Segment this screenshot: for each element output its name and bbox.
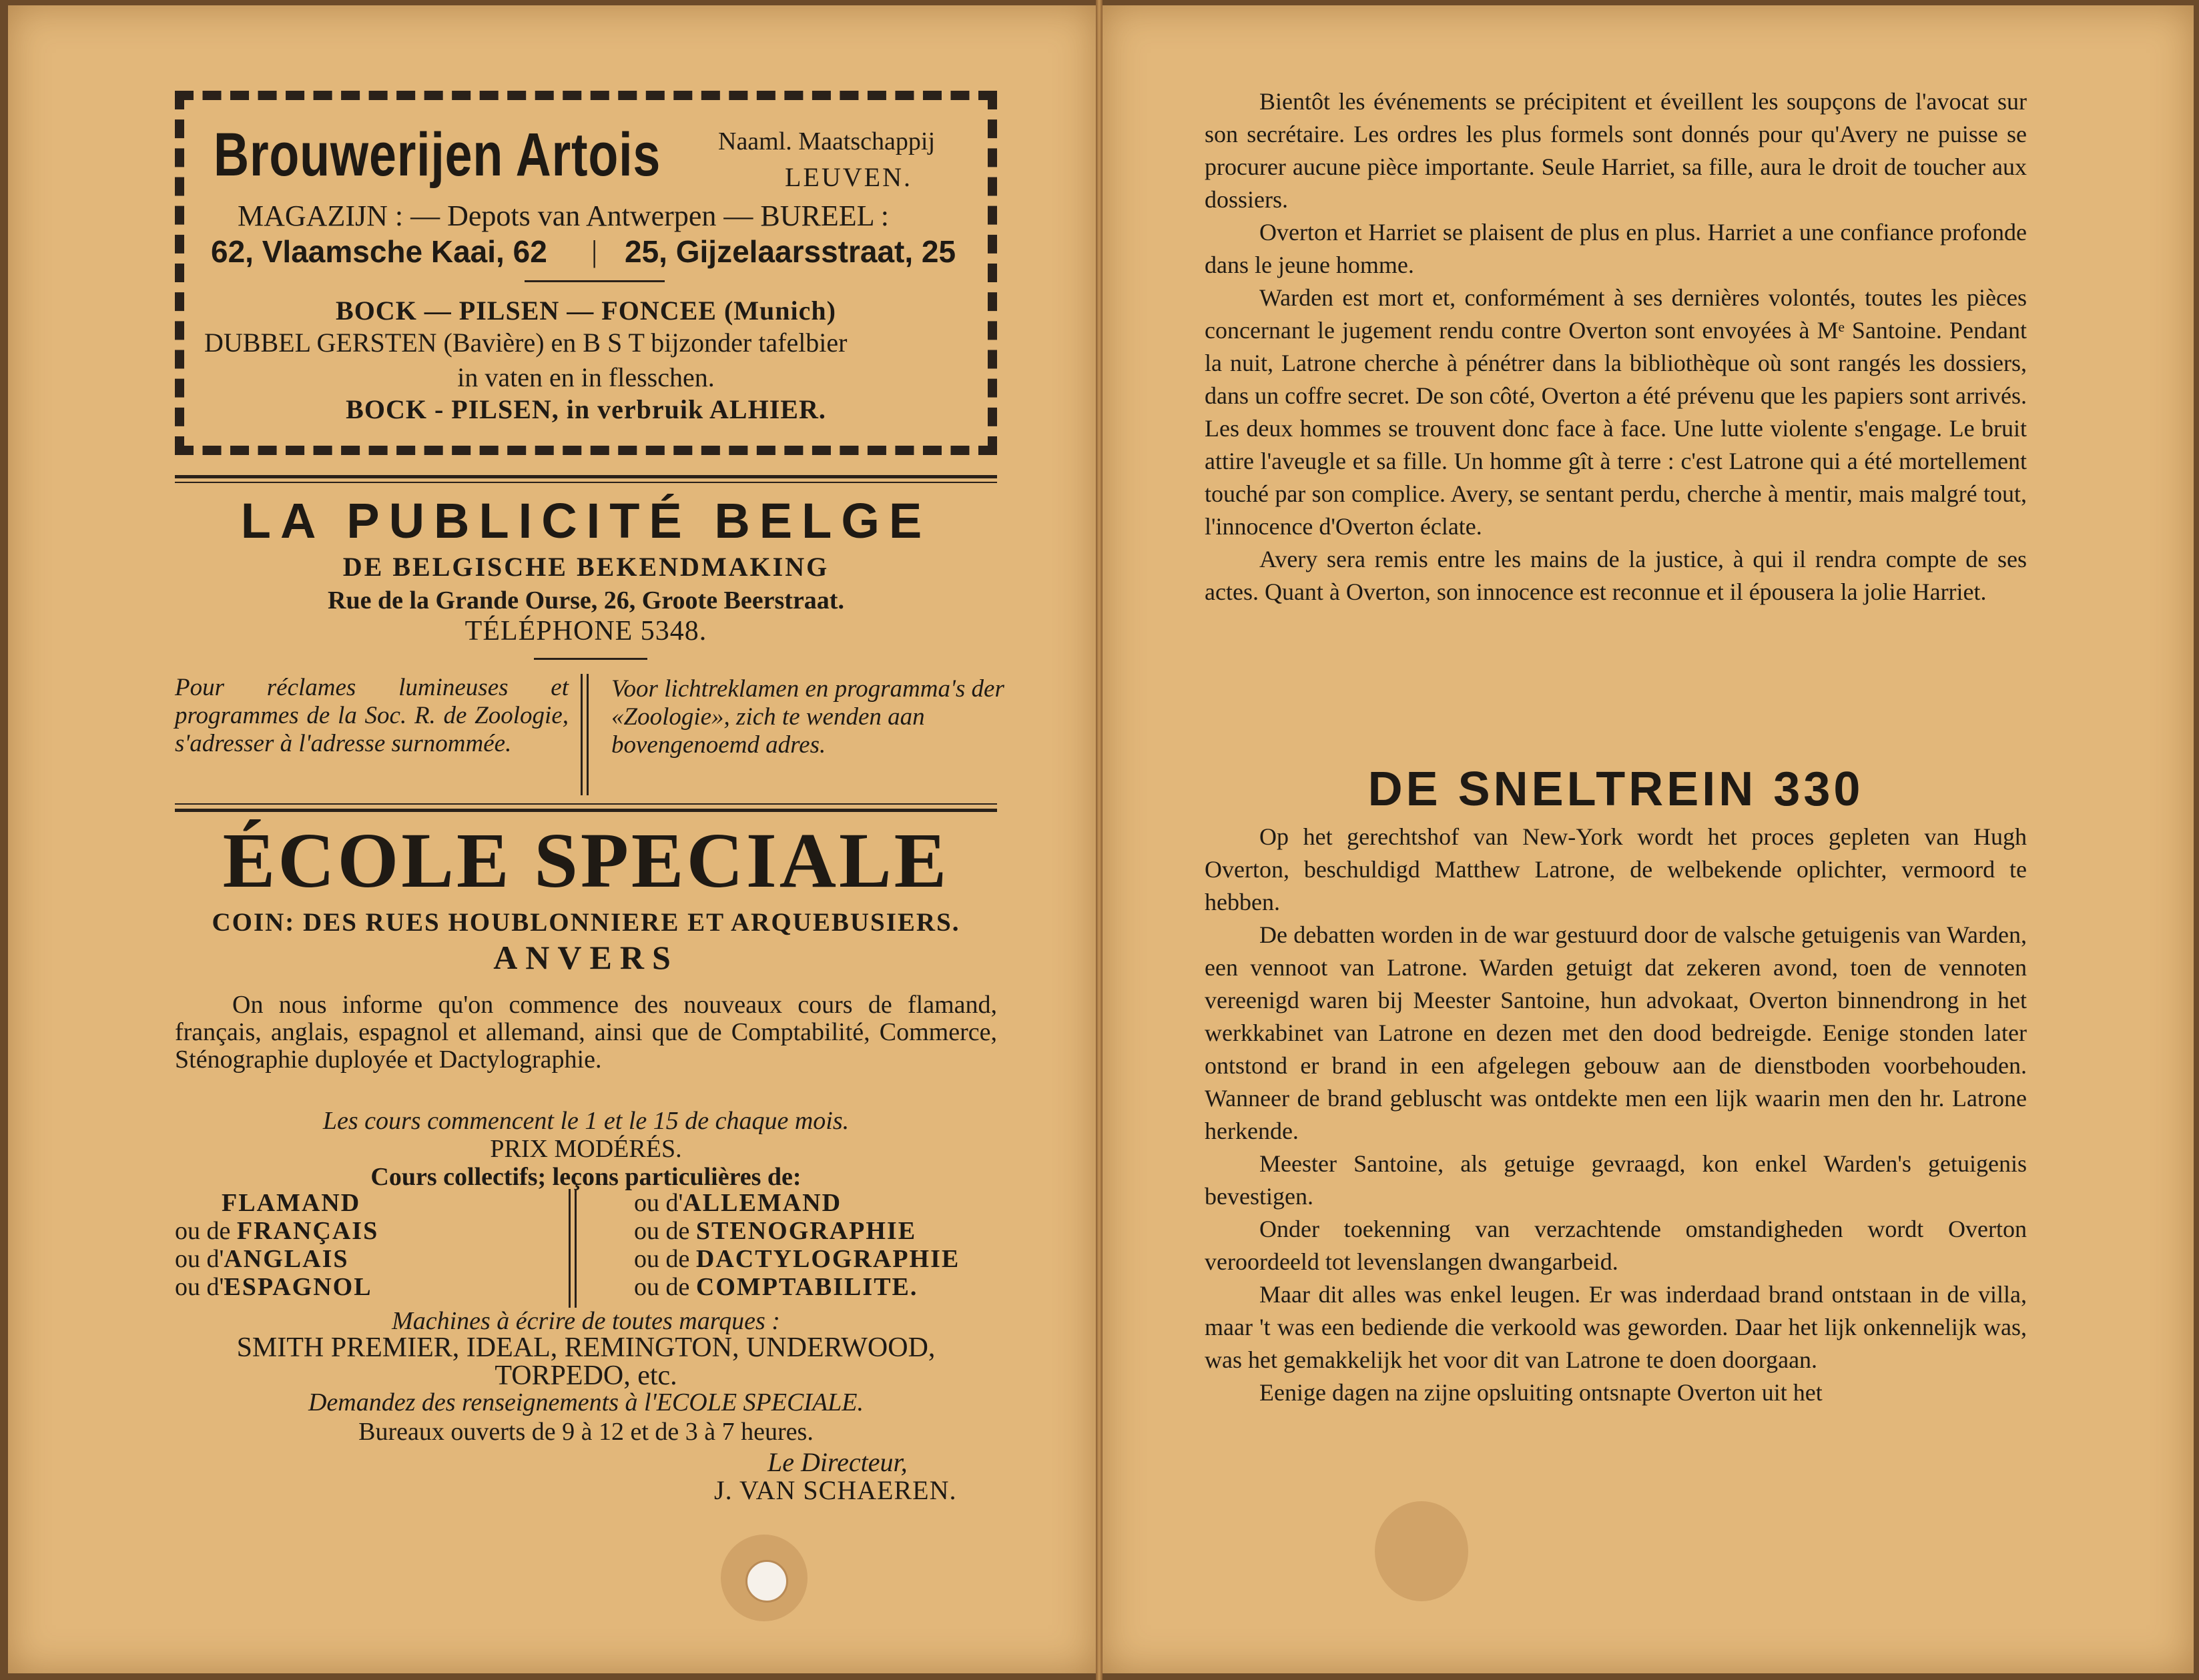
ecole-location: COIN: DES RUES HOUBLONNIERE ET ARQUEBUSIERS. — [212, 908, 960, 937]
ecole-title: ÉCOLE SPECIALE — [222, 817, 950, 904]
paragraph: De debatten worden in de war gestuurd door de valsche getuigenis van Warden, een vennoot van Latrone. Warden getuigt dat zekeren avond, toen de vennoten vereenigd waren bij Meester Santoine, hun advokaat, Overton binnendrong in het werkkabinet van Latrone en dezen met den dood bedreigde. Eenige stonden later ontstond er brand in een afgelegen gebouw aan de dienstboden voorbehouden. Wanneer de brand gebluscht was ontdekte men een lijk waarin men den hr. Latrone herkende. — [1205, 921, 2027, 1144]
artois-beers: BOCK — PILSEN — FONCEE (Munich) — [336, 296, 836, 326]
paragraph: Overton et Harriet se plaisent de plus en plus. Harriet a une confiance profonde dans le jeune homme. — [1205, 219, 2027, 278]
ecole-city: ANVERS — [493, 939, 679, 976]
ecole-brands: SMITH PREMIER, IDEAL, REMINGTON, UNDERWOOD, — [236, 1332, 936, 1363]
paragraph: Warden est mort et, conformément à ses dernières volontés, toutes les pièces concernant le jugement rendu contre Overton sont envoyées à Mᵉ Santoine. Pendant la nuit, Latrone cherche à pénétrer dans la bibliothèque où sont rangés les dossiers, dans un coffre secret. De son côté, Overton a été prévenu que les papiers sont arrivés. Les deux hommes se trouvent donc face à face. Une lutte violente s'engage. Le bruit attire l'aveugle et sa fille. Un homme gît à terre : c'est Latrone qui a été mortellement touché par son complice. Avery, se sentant perdu, cherche à mentir, mais malgré tout, l'innocence d'Overton éclate. — [1205, 284, 2027, 540]
ecole-machines: Machines à écrire de toutes marques : — [392, 1307, 780, 1335]
story-french — [1205, 85, 2027, 608]
ecole-cours: Les cours commencent le 1 et le 15 de chaque mois. — [322, 1107, 850, 1135]
section-heading: DE SNELTREIN 330 — [1367, 763, 1864, 816]
ecole-brands-2: TORPEDO, etc. — [495, 1360, 677, 1391]
artois-alhier: BOCK - PILSEN, in verbruik ALHIER. — [346, 394, 826, 424]
paragraph: Op het gerechtshof van New-York wordt het proces gepleten van Hugh Overton, beschuldigd Matthew Latrone, de welbekende oplichter, vermoord te hebben. — [1205, 823, 2027, 915]
list-item: ou de DACTYLOGRAPHIE — [634, 1245, 960, 1273]
ecole-bureaux: Bureaux ouverts de 9 à 12 et de 3 à 7 heures. — [358, 1418, 814, 1446]
divider — [175, 482, 997, 483]
publicite-dutch-text: Voor lichtreklamen en programma's der «Zoologie», zich te wenden aan bovengenoemd adres. — [611, 675, 1004, 759]
paragraph: Meester Santoine, als getuige gevraagd, kon enkel Warden's getuigenis bevestigen. — [1205, 1150, 2027, 1210]
binding-gutter — [1096, 0, 1103, 1680]
paragraph: Bientôt les événements se précipitent et éveillent les soupçons de l'avocat sur son secrétaire. Les ordres les plus formels sont donnés pour qu'Avery ne puisse se procurer aucune pièce importante. Seule Harriet, sa fille, aura le droit de toucher aux dossiers. — [1205, 88, 2027, 213]
divider — [175, 809, 997, 812]
ecole-directeur: Le Directeur, — [767, 1447, 908, 1477]
artois-address-separator: | — [591, 234, 598, 268]
list-item: FLAMAND — [222, 1189, 361, 1217]
divider — [175, 475, 997, 478]
publicite-address: Rue de la Grande Ourse, 26, Groote Beerstraat. — [328, 586, 844, 614]
artois-dubbel: DUBBEL GERSTEN (Bavière) en B S T bijzonder tafelbier — [204, 328, 848, 358]
list-item: ou de FRANÇAIS — [175, 1217, 379, 1245]
list-item: ou d'ALLEMAND — [634, 1189, 842, 1217]
publicite-subtitle: DE BELGISCHE BEKENDMAKING — [342, 552, 830, 582]
divider — [525, 280, 665, 282]
artois-brand-name: Brouwerijen Artois — [214, 121, 661, 189]
column-divider — [569, 1189, 577, 1308]
list-item: ou d'ANGLAIS — [175, 1245, 349, 1273]
paper-stain — [1375, 1501, 1468, 1601]
paragraph: Onder toekenning van verzachtende omstandigheden wordt Overton veroordeeld tot levenslangen dwangarbeid. — [1205, 1216, 2027, 1275]
artois-vaten: in vaten en in flesschen. — [457, 362, 715, 392]
paragraph: Eenige dagen na zijne opsluiting ontsnapte Overton uit het — [1259, 1379, 1823, 1406]
ecole-demandez: Demandez des renseignements à l'ECOLE SPECIALE. — [308, 1388, 864, 1416]
artois-advertisement — [175, 91, 997, 455]
ecole-languages-right — [634, 1189, 960, 1301]
punch-hole — [745, 1560, 788, 1603]
paragraph: Maar dit alles was enkel leugen. Er was inderdaad brand ontstaan in de villa, maar 't was een bediende die verkoold was geworden. Daar het lijk onkennelijk was, was het gemakkelijk het voor dit van Latrone te doen doorgaan. — [1205, 1281, 2027, 1373]
artois-company-type: Naaml. Maatschappij — [718, 127, 936, 155]
divider — [175, 803, 997, 805]
ecole-intro: On nous informe qu'on commence des nouveaux cours de flamand, français, anglais, espagnol et allemand, ainsi que de Comptabilité, Commerce, Sténographie duployée et Dactylographie. — [175, 991, 997, 1074]
list-item: ou de COMPTABILITE. — [634, 1273, 918, 1301]
publicite-title: LA PUBLICITÉ BELGE — [240, 493, 932, 548]
publicite-telephone: TÉLÉPHONE 5348. — [464, 616, 707, 647]
publicite-french-text: Pour réclames lumineuses et programmes de la Soc. R. de Zoologie, s'adresser à l'adresse surnommée. — [175, 674, 569, 757]
ecole-collectifs: Cours collectifs; leçons particulières de: — [370, 1163, 802, 1191]
divider — [534, 658, 647, 660]
ecole-prix: PRIX MODÉRÉS. — [490, 1135, 682, 1163]
artois-city: LEUVEN. — [785, 162, 912, 192]
artois-address-office: 25, Gijzelaarsstraat, 25 — [625, 234, 956, 269]
list-item: ou d'ESPAGNOL — [175, 1273, 372, 1301]
list-item: ou de STENOGRAPHIE — [634, 1217, 917, 1245]
ecole-languages-left — [175, 1189, 378, 1301]
artois-magazijn: MAGAZIJN : — Depots van Antwerpen — BUREEL : — [238, 199, 890, 232]
paragraph: Avery sera remis entre les mains de la justice, à qui il rendra compte de ses actes. Quant à Overton, son innocence est reconnue et il épousera la jolie Harriet. — [1205, 546, 2027, 605]
ecole-signature: J. VAN SCHAEREN. — [714, 1475, 957, 1505]
story-dutch — [1205, 821, 2027, 1409]
artois-address-depot: 62, Vlaamsche Kaai, 62 — [211, 234, 547, 269]
column-divider — [581, 674, 589, 795]
